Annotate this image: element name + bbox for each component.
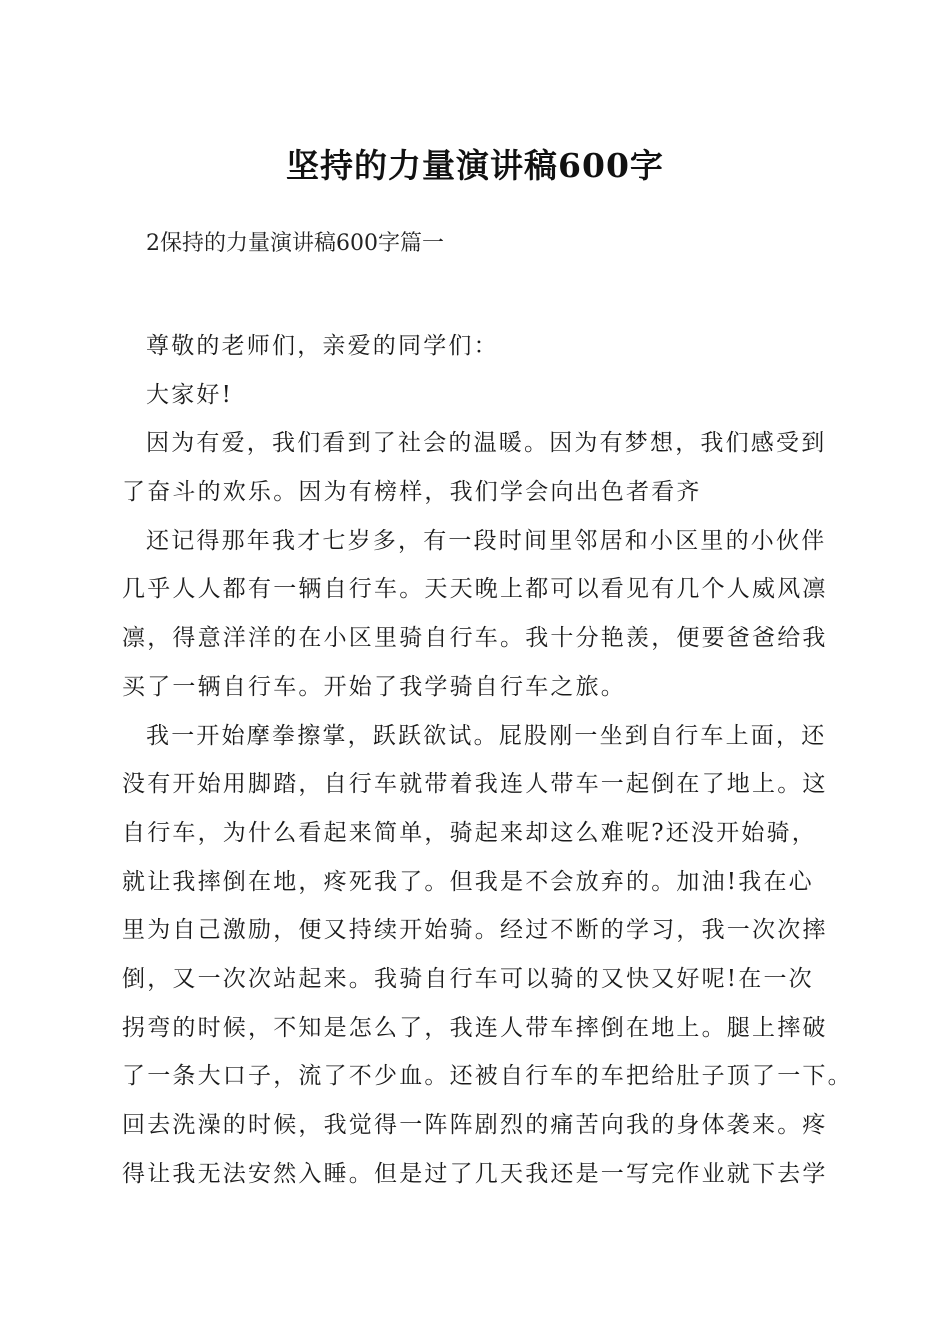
section-heading: 2保持的力量演讲稿600字篇一 <box>146 231 444 256</box>
salutation-line: 尊敬的老师们，亲爱的同学们： <box>146 333 499 359</box>
body-line: 因为有爱，我们看到了社会的温暖。因为有梦想，我们感受到 <box>146 430 827 457</box>
greeting-line: 大家好! <box>146 381 234 408</box>
document-title: 坚持的力量演讲稿600字 <box>286 146 664 185</box>
body-line: 得让我无法安然入睡。但是过了几天我还是一写完作业就下去学 <box>122 1160 828 1187</box>
body-line: 就让我摔倒在地，疼死我了。但我是不会放弃的。加油!我在心 <box>122 868 814 895</box>
body-line: 自行车，为什么看起来简单，骑起来却这么难呢?还没开始骑， <box>122 819 817 846</box>
body-line: 几乎人人都有一辆自行车。天天晚上都可以看见有几个人威风凛 <box>122 576 828 603</box>
body-line: 没有开始用脚踏，自行车就带着我连人带车一起倒在了地上。这 <box>122 771 828 798</box>
body-line: 回去洗澡的时候，我觉得一阵阵剧烈的痛苦向我的身体袭来。疼 <box>122 1112 828 1138</box>
body-line: 凛，得意洋洋的在小区里骑自行车。我十分艳羡，便要爸爸给我 <box>122 625 828 652</box>
body-line: 拐弯的时候，不知是怎么了，我连人带车摔倒在地上。腿上摔破 <box>122 1014 828 1041</box>
body-line: 了奋斗的欢乐。因为有榜样，我们学会向出色者看齐 <box>122 479 702 506</box>
body-line: 买了一辆自行车。开始了我学骑自行车之旅。 <box>122 673 626 700</box>
body-line: 倒，又一次次站起来。我骑自行车可以骑的又快又好呢!在一次 <box>122 965 814 992</box>
body-line: 里为自己激励，便又持续开始骑。经过不断的学习，我一次次摔 <box>122 917 828 944</box>
document-body <box>122 322 853 1198</box>
body-line: 我一开始摩拳擦掌，跃跃欲试。屁股刚一坐到自行车上面，还 <box>146 722 827 749</box>
body-line: 了一条大口子，流了不少血。还被自行车的车把给肚子顶了一下。 <box>122 1063 853 1090</box>
body-line: 还记得那年我才七岁多，有一段时间里邻居和小区里的小伙伴 <box>146 527 827 554</box>
